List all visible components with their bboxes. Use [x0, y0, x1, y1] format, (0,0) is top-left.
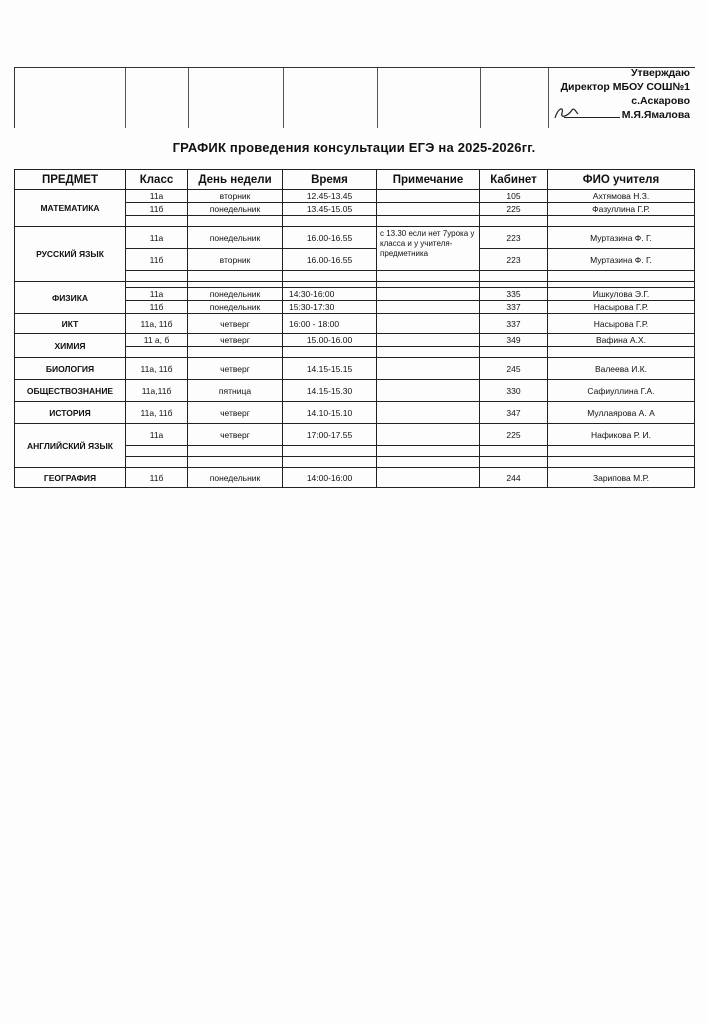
approval-line-3: с.Аскарово — [631, 95, 690, 107]
class-cell: 11а, 11б — [126, 314, 188, 334]
teacher-cell: Ахтямова Н.З. — [548, 190, 695, 203]
note-cell — [377, 402, 480, 424]
room-cell: 337 — [480, 301, 548, 314]
room-cell: 337 — [480, 314, 548, 334]
subject-cell: ОБЩЕСТВОЗНАНИЕ — [15, 380, 126, 402]
day-cell: четверг — [188, 314, 283, 334]
room-cell: 347 — [480, 402, 548, 424]
subject-cell: ГЕОГРАФИЯ — [15, 468, 126, 488]
note-cell — [377, 288, 480, 301]
header-day: День недели — [188, 170, 283, 190]
header-time: Время — [283, 170, 377, 190]
class-cell: 11а,11б — [126, 380, 188, 402]
class-cell: 11б — [126, 249, 188, 271]
teacher-cell: Нафикова Р. И. — [548, 424, 695, 446]
room-cell: 105 — [480, 190, 548, 203]
teacher-cell: Насырова Г.Р. — [548, 314, 695, 334]
approval-line-4: М.Я.Ямалова — [621, 109, 690, 121]
day-cell: понедельник — [188, 301, 283, 314]
room-cell: 225 — [480, 203, 548, 216]
note-cell — [377, 314, 480, 334]
note-cell — [377, 424, 480, 446]
teacher-cell: Муллаярова А. А — [548, 402, 695, 424]
note-cell — [377, 334, 480, 347]
table-row — [15, 358, 695, 380]
class-cell: 11 а, б — [126, 334, 188, 347]
approval-line-1: Утверждаю — [630, 67, 690, 79]
header-class: Класс — [126, 170, 188, 190]
table-row — [15, 227, 695, 249]
teacher-cell: Муртазина Ф. Г. — [548, 249, 695, 271]
time-cell: 16:00 - 18:00 — [283, 314, 377, 334]
subject-cell: АНГЛИЙСКИЙ ЯЗЫК — [15, 424, 126, 468]
day-cell: понедельник — [188, 288, 283, 301]
day-cell: четверг — [188, 424, 283, 446]
subject-cell: БИОЛОГИЯ — [15, 358, 126, 380]
subject-cell: ИСТОРИЯ — [15, 402, 126, 424]
class-cell: 11а, 11б — [126, 402, 188, 424]
room-cell: 225 — [480, 424, 548, 446]
time-cell: 14.15-15.15 — [283, 358, 377, 380]
class-cell: 11а — [126, 227, 188, 249]
day-cell: понедельник — [188, 468, 283, 488]
teacher-cell: Сафиуллина Г.А. — [548, 380, 695, 402]
teacher-cell: Ишкулова Э.Г. — [548, 288, 695, 301]
time-cell: 17:00-17.55 — [283, 424, 377, 446]
table-row — [15, 190, 695, 203]
time-cell: 15.00-16.00 — [283, 334, 377, 347]
time-cell: 14.10-15.10 — [283, 402, 377, 424]
room-cell: 330 — [480, 380, 548, 402]
subject-cell: ФИЗИКА — [15, 282, 126, 314]
table-row — [15, 424, 695, 446]
class-cell: 11а — [126, 190, 188, 203]
teacher-cell: Насырова Г.Р. — [548, 301, 695, 314]
signature-icon — [552, 104, 580, 122]
day-cell: четверг — [188, 358, 283, 380]
subject-cell: ХИМИЯ — [15, 334, 126, 358]
room-cell: 245 — [480, 358, 548, 380]
table-row — [15, 314, 695, 334]
page-title: ГРАФИК проведения консультации ЕГЭ на 2025-2026гг. — [172, 140, 536, 155]
class-cell: 11а, 11б — [126, 358, 188, 380]
class-cell: 11б — [126, 203, 188, 216]
approval-line-2: Директор МБОУ СОШ№1 — [560, 81, 690, 93]
time-cell: 13.45-15.05 — [283, 203, 377, 216]
class-cell: 11б — [126, 468, 188, 488]
note-cell — [377, 358, 480, 380]
time-cell: 14:30-16:00 — [283, 288, 377, 301]
day-cell: понедельник — [188, 203, 283, 216]
subject-cell: РУССКИЙ ЯЗЫК — [15, 227, 126, 282]
class-cell: 11а — [126, 288, 188, 301]
table-row — [15, 402, 695, 424]
table-row — [15, 380, 695, 402]
teacher-cell: Муртазина Ф. Г. — [548, 227, 695, 249]
header-teacher: ФИО учителя — [548, 170, 695, 190]
note-cell — [377, 301, 480, 314]
header-room: Кабинет — [480, 170, 548, 190]
time-cell: 12.45-13.45 — [283, 190, 377, 203]
note-cell — [377, 380, 480, 402]
room-cell: 223 — [480, 227, 548, 249]
class-cell: 11б — [126, 301, 188, 314]
table-row — [15, 334, 695, 347]
note-cell — [377, 468, 480, 488]
day-cell: вторник — [188, 249, 283, 271]
subject-cell: МАТЕМАТИКА — [15, 190, 126, 227]
table-row — [15, 468, 695, 488]
teacher-cell: Вафина А.Х. — [548, 334, 695, 347]
room-cell: 244 — [480, 468, 548, 488]
day-cell: пятница — [188, 380, 283, 402]
time-cell: 14.15-15.30 — [283, 380, 377, 402]
time-cell: 15:30-17:30 — [283, 301, 377, 314]
class-cell: 11а — [126, 424, 188, 446]
room-cell: 349 — [480, 334, 548, 347]
day-cell: понедельник — [188, 227, 283, 249]
room-cell: 335 — [480, 288, 548, 301]
schedule-table — [14, 169, 695, 488]
note-cell: с 13.30 если нет 7урока у класса и у учителя-предметника — [377, 227, 480, 271]
teacher-cell: Валеева И.К. — [548, 358, 695, 380]
time-cell: 16.00-16.55 — [283, 227, 377, 249]
teacher-cell: Фазуллина Г.Р. — [548, 203, 695, 216]
day-cell: четверг — [188, 402, 283, 424]
header-note: Примечание — [377, 170, 480, 190]
day-cell: четверг — [188, 334, 283, 347]
note-cell — [377, 190, 480, 203]
teacher-cell: Зарипова М.Р. — [548, 468, 695, 488]
subject-cell: ИКТ — [15, 314, 126, 334]
table-header-row — [15, 170, 695, 190]
time-cell: 16.00-16.55 — [283, 249, 377, 271]
time-cell: 14:00-16:00 — [283, 468, 377, 488]
note-cell — [377, 203, 480, 216]
day-cell: вторник — [188, 190, 283, 203]
room-cell: 223 — [480, 249, 548, 271]
header-subject: ПРЕДМЕТ — [15, 170, 126, 190]
